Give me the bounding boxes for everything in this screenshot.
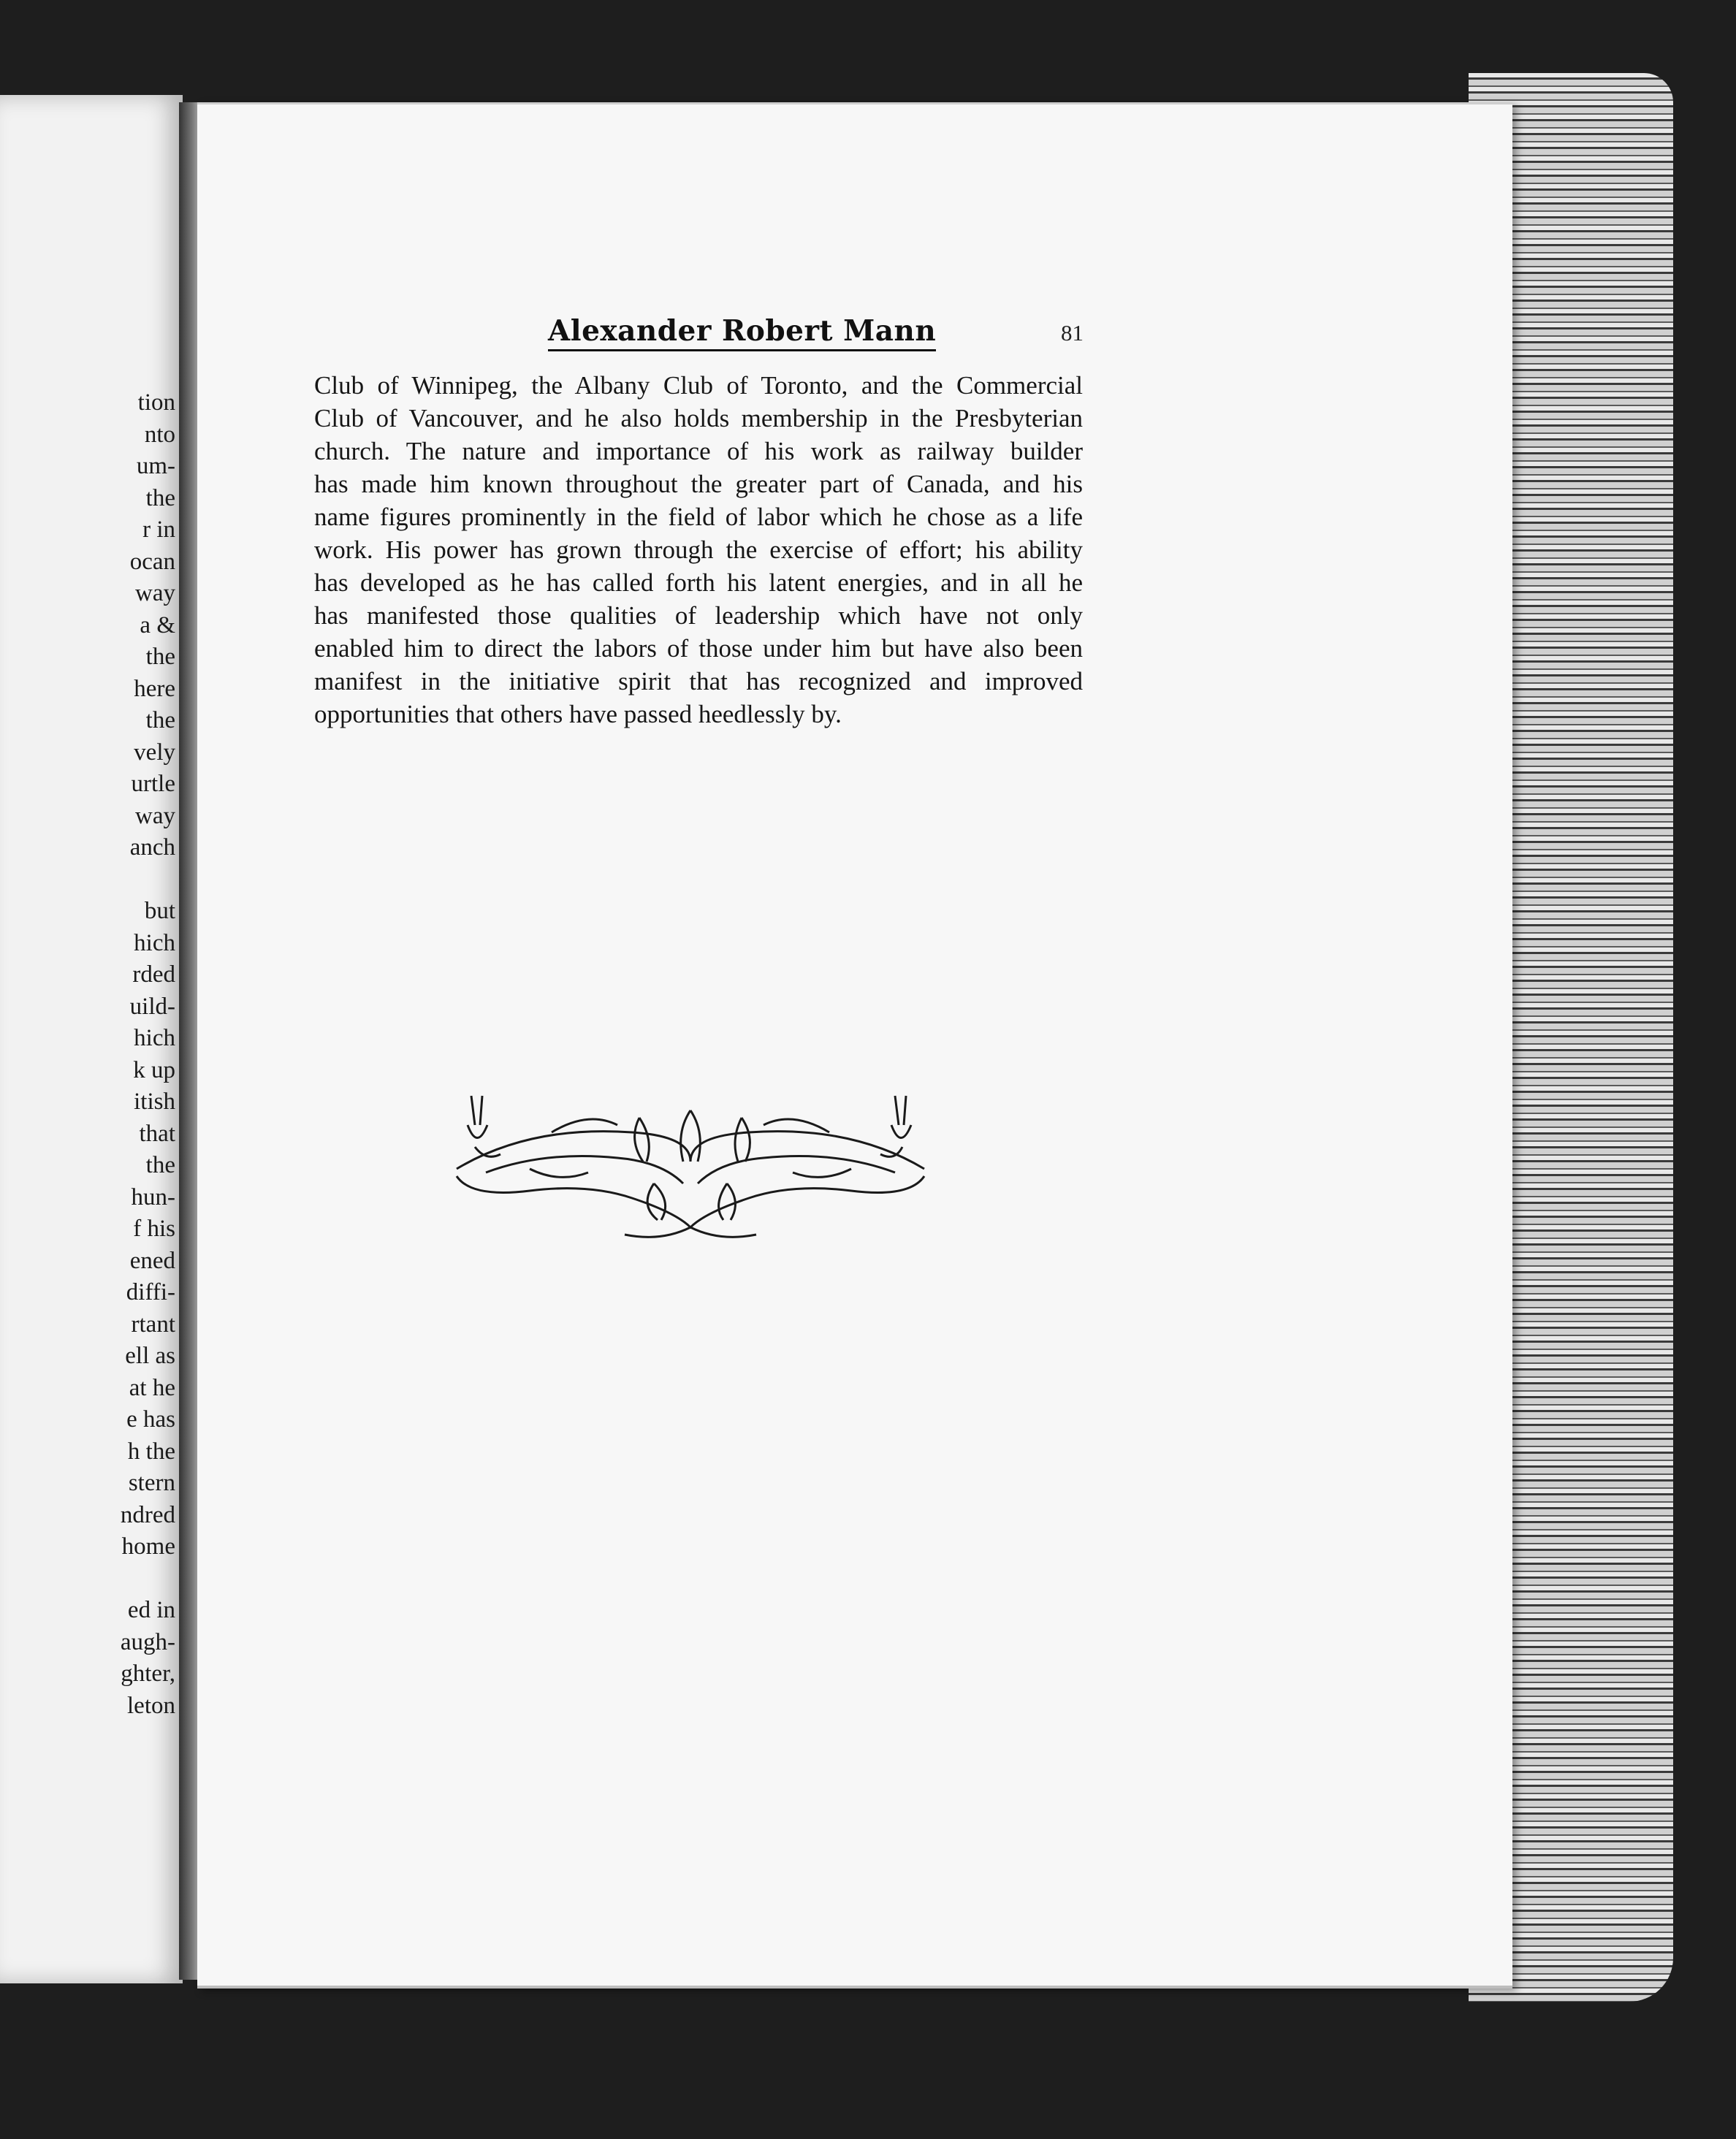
- left-page-line: vely: [134, 739, 175, 766]
- floral-ornament-icon: [442, 1081, 939, 1249]
- left-page-line: a &: [140, 611, 175, 638]
- left-page-line: h the: [127, 1438, 175, 1465]
- body-text: [314, 369, 1083, 731]
- left-page-line: [0, 1563, 175, 1595]
- body-line: opportunities that others have passed heedlessly by.: [314, 700, 842, 728]
- left-page-line: ened: [129, 1247, 175, 1274]
- body-line: Club of Vancouver, and he also holds membership in the Presbyterian: [314, 404, 1083, 432]
- left-page-line: r in: [142, 516, 175, 543]
- body-line: manifest in the initiative spirit that has recognized and improved: [314, 667, 1083, 695]
- page-number: 81: [1061, 320, 1084, 346]
- left-page-line: ocan: [129, 548, 175, 575]
- body-line: has made him known throughout the greater part of Canada, and his: [314, 470, 1083, 498]
- left-page-line: ed in: [127, 1597, 175, 1623]
- left-page-line: ell as: [125, 1343, 175, 1369]
- left-page-line: hich: [134, 929, 175, 956]
- body-line: church. The nature and importance of his work as railway builder: [314, 437, 1083, 465]
- body-line: has manifested those qualities of leadership which have not only: [314, 601, 1083, 630]
- left-page-line: way: [135, 802, 175, 829]
- left-page-line: ndred: [120, 1501, 175, 1528]
- body-line: name figures prominently in the field of labor which he chose as a life: [314, 503, 1083, 531]
- left-page-line: uild-: [129, 993, 175, 1020]
- body-line: Club of Winnipeg, the Albany Club of Toronto, and the Commercial: [314, 371, 1083, 400]
- left-page-text: [0, 387, 175, 1722]
- running-head: Alexander Robert Mann: [548, 314, 936, 351]
- left-page-line: urtle: [131, 771, 175, 797]
- left-page-line: rtant: [131, 1311, 175, 1338]
- left-page-line: the: [145, 484, 175, 511]
- body-line: work. His power has grown through the exercise of effort; his ability: [314, 535, 1083, 564]
- left-page-line: leton: [127, 1692, 175, 1719]
- left-page-line: diffi-: [126, 1279, 175, 1305]
- body-line: enabled him to direct the labors of those under him but have also been: [314, 634, 1083, 663]
- left-page-line: [0, 864, 175, 896]
- left-page-line: nto: [144, 421, 175, 448]
- left-page-line: but: [144, 898, 175, 924]
- left-page-line: the: [145, 644, 175, 670]
- left-page-line: the: [145, 707, 175, 733]
- left-page-line: ghter,: [121, 1661, 175, 1687]
- left-page-line: hun-: [131, 1183, 175, 1210]
- left-page-line: e has: [126, 1406, 175, 1433]
- left-page-line: tion: [137, 389, 175, 416]
- left-page-line: stern: [128, 1470, 175, 1496]
- left-page-line: k up: [133, 1056, 175, 1083]
- left-page-line: way: [135, 580, 175, 606]
- left-page-line: here: [134, 675, 175, 702]
- left-page: [0, 95, 183, 1983]
- left-page-line: um-: [136, 453, 175, 479]
- left-page-line: augh-: [120, 1628, 175, 1655]
- left-page-line: that: [139, 1120, 175, 1147]
- left-page-line: anch: [129, 834, 175, 861]
- left-page-line: rded: [132, 961, 175, 988]
- left-page-line: the: [145, 1152, 175, 1178]
- left-page-line: f his: [133, 1216, 175, 1242]
- left-page-line: home: [121, 1533, 175, 1560]
- body-line: has developed as he has called forth his latent energies, and in all he: [314, 568, 1083, 597]
- left-page-line: at he: [129, 1374, 175, 1401]
- left-page-line: itish: [134, 1088, 175, 1115]
- left-page-line: hich: [134, 1025, 175, 1051]
